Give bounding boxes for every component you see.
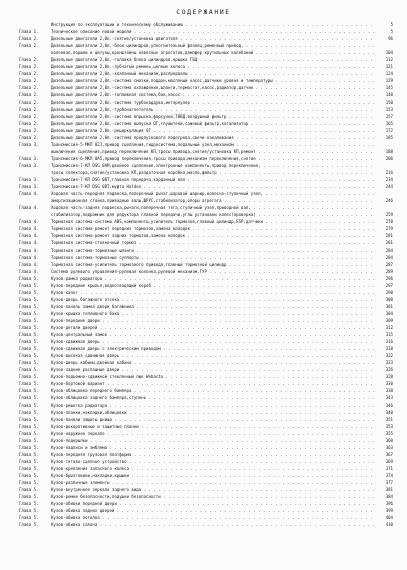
- toc-entry: [19, 134, 393, 141]
- toc-entry: [19, 472, 393, 479]
- chapter-label: Глава 5.: [19, 522, 39, 528]
- chapter-label: Глава 5.: [19, 353, 39, 359]
- entry-title: тросы селектора,снятие/установка КП,раздаточная коробка,масло,фильтр . . .: [51, 169, 375, 176]
- chapter-label: Глава 2.: [19, 99, 39, 105]
- chapter-label: Глава 5.: [19, 515, 39, 521]
- page-number: 338: [385, 388, 393, 394]
- chapter-label: Глава 2.: [19, 127, 39, 133]
- chapter-label: Глава 4.: [19, 247, 39, 253]
- toc-entry: [19, 338, 393, 345]
- entry-title: Тормозная система-стояночный тормоз . . .: [51, 239, 375, 246]
- page-number: 270: [385, 219, 393, 225]
- entry-title: Тормозная система-ремонт передних тормозов,замена колодок . . .: [51, 225, 375, 232]
- chapter-label: Глава 5.: [19, 416, 39, 422]
- entry-title: Кузов-обивки передней двери . . .: [51, 500, 375, 507]
- toc-entry: [19, 84, 393, 91]
- chapter-label: Глава 3.: [19, 162, 39, 168]
- page-number: 246: [385, 198, 393, 204]
- entry-title: Кузов-надписи и эмблема . . .: [51, 444, 375, 451]
- toc-entry: [19, 261, 393, 268]
- chapter-label: Глава 5.: [19, 360, 39, 366]
- entry-title: Кузов-дверь кабины,двойная кабина . . .: [51, 359, 375, 366]
- chapter-label: Глава 3.: [19, 141, 39, 147]
- toc-entry: [19, 352, 393, 359]
- entry-title: Дизельные двигатели 2,0л.-топливная система,бак,насос . . .: [51, 91, 375, 98]
- page-number: 351: [385, 416, 393, 422]
- chapter-label: Глава 4.: [19, 233, 39, 239]
- entry-title: Кузов-подъемно-сдвижной стеклянный люк Webasto . . .: [51, 373, 375, 380]
- chapter-label: Глава 5.: [19, 487, 39, 493]
- chapter-label: Глава 4.: [19, 191, 39, 197]
- toc-entry: [19, 359, 393, 366]
- chapter-label: Глава 2.: [19, 64, 39, 70]
- chapter-label: Глава 5.: [19, 451, 39, 457]
- page-number: 121: [385, 64, 393, 70]
- page-number: 410: [385, 522, 393, 528]
- chapter-label: Глава 5.: [19, 303, 39, 309]
- entry-title: Кузов-передние двери . . .: [51, 317, 375, 324]
- page-number: 369: [385, 458, 393, 464]
- page-number: 355: [385, 430, 393, 436]
- chapter-label: Глава 5.: [19, 317, 39, 323]
- page-number: 396: [385, 501, 393, 507]
- page-number: 5: [390, 22, 393, 27]
- page-number: 244: [385, 184, 393, 190]
- chapter-label: Глава 2.: [19, 120, 39, 126]
- entry-title: Кузов-сдвижная дверь с электрическим приводом . . .: [51, 345, 375, 352]
- page-number: 399: [385, 508, 393, 514]
- entry-title: Дизельные двигатели 2,0л.-система охлаждения,шланги,термостат,насос,радиатор,датчик . . .: [51, 84, 375, 91]
- page-number: 289: [385, 268, 393, 274]
- entry-title: Кузов-решетка радиатора . . .: [51, 402, 375, 409]
- page-number: 124: [385, 71, 393, 77]
- entry-title: коленвал,поршни и шатуны,кронштейны навесных агрегатов,демпфер крутильных колебаний . . .: [51, 49, 375, 56]
- toc-entry: [19, 409, 393, 416]
- toc-entry: [19, 451, 393, 458]
- chapter-label: Глава 2.: [19, 106, 39, 112]
- chapter-label: Глава 4.: [19, 219, 39, 225]
- entry-title: Ходовая часть-передняя подвеска,поперечный рычаг,шаровой шарнир,колесно-ступичный узел, . . .: [51, 190, 375, 197]
- entry-title: Кузов-декоративные и защитные планки . . .: [51, 423, 375, 430]
- toc-entry: [19, 423, 393, 430]
- page-number: 346: [385, 402, 393, 408]
- toc-entry: [19, 204, 393, 211]
- entry-title: Трансмиссия-5-МКП 02J,привод сцепления,гидросистема,педальный узел,механизм . . .: [51, 141, 375, 148]
- toc-entry: [19, 514, 393, 521]
- entry-title: Кузов-капот . . .: [51, 289, 375, 296]
- entry-title: Дизельные двигатели 2,0л.-турбонагнетатель . . .: [51, 106, 375, 113]
- entry-title: Дизельные двигатели 2,0л.-блок цилиндров,уплотнительный фланец,ременный привод, . . .: [51, 42, 375, 49]
- page-number: 157: [385, 113, 393, 119]
- entry-title: Трансмиссия-7-КП DSG 0BT,муфта Haldex . . .: [51, 183, 375, 190]
- page-number: 298: [385, 289, 393, 295]
- page-number: 185: [385, 134, 393, 140]
- toc-entry: [19, 486, 393, 493]
- toc-entry: [19, 479, 393, 486]
- toc-entry: [19, 113, 393, 120]
- toc-entry: [19, 247, 393, 254]
- chapter-label: Глава 2.: [19, 134, 39, 140]
- toc-entry: [19, 148, 393, 155]
- toc-entry: [19, 106, 393, 113]
- toc-entry: [19, 380, 393, 387]
- entry-title: Кузов-центральный замок . . .: [51, 331, 375, 338]
- entry-title: Кузов-облицовка переднего бампера . . .: [51, 387, 375, 394]
- entry-title: Дизельные двигатели 2,0л.-зубчатый ремень,цепные колеса . . .: [51, 63, 375, 70]
- entry-title: Техническое описание новой модели . . .: [51, 28, 375, 35]
- entry-title: Трансмиссия-7-КП DSG 0AM,двойное сцепление,электронные компоненты,привод переключения, . . .: [51, 162, 375, 169]
- page-number: 150: [385, 99, 393, 105]
- toc-entry: [19, 99, 393, 106]
- entry-title: Дизельные двигатели 2,0л.-система впрыска,форсунки,ТНВД,воздушный фильтр . . .: [51, 113, 375, 120]
- toc-entry: [19, 239, 393, 246]
- chapter-label: Глава 1.: [19, 29, 39, 35]
- entry-title: Система рулевого управления-рулевая колонка,рулевой механизм,ГУР . . .: [51, 268, 375, 275]
- page-number: 287: [385, 261, 393, 267]
- toc-entry: [19, 521, 393, 528]
- chapter-label: Глава 5.: [19, 409, 39, 415]
- chapter-label: Глава 3.: [19, 184, 39, 190]
- table-of-contents: [19, 21, 393, 528]
- chapter-label: Глава 5.: [19, 402, 39, 408]
- chapter-label: Глава 5.: [19, 339, 39, 345]
- chapter-label: Глава 4.: [19, 261, 39, 267]
- page-number: 316: [385, 339, 393, 345]
- page-number: 279: [385, 226, 393, 232]
- toc-entry: [19, 394, 393, 401]
- toc-entry: [19, 275, 393, 282]
- chapter-label: Глава 5.: [19, 374, 39, 380]
- chapter-label: Глава 5.: [19, 289, 39, 295]
- page-number: 281: [385, 233, 393, 239]
- entry-title: Дизельные двигатели 2,0л.-снятие/установка двигателя . . .: [51, 35, 375, 42]
- page-number: 112: [385, 57, 393, 63]
- toc-entry: [19, 324, 393, 331]
- toc-entry: [19, 465, 393, 472]
- chapter-label: Глава 3.: [19, 177, 39, 183]
- toc-entry: [19, 507, 393, 514]
- toc-entry: [19, 317, 393, 324]
- entry-title: Кузов-обивка потолка . . .: [51, 514, 375, 521]
- page-number: 148: [385, 92, 393, 98]
- toc-entry: [19, 254, 393, 261]
- entry-title: Кузов-ремни безопасности,подушки безопасности . . .: [51, 493, 375, 500]
- page-number: 381: [385, 487, 393, 493]
- entry-title: Дизельные двигатели 2,0л.-система турбонаддува,интеркулер . . .: [51, 99, 375, 106]
- chapter-label: Глава 5.: [19, 332, 39, 338]
- toc-entry: [19, 366, 393, 373]
- entry-title: Дизельные двигатели 2,0л.-система смазки,поддон,масляный насос,датчики уровня и температуры . . .: [51, 77, 375, 84]
- toc-entry: [19, 282, 393, 289]
- page-number: 377: [385, 480, 393, 486]
- page-number: 374: [385, 473, 393, 478]
- entry-title: Кузов-крышка топливного бака . . .: [51, 310, 375, 317]
- chapter-label: Глава 5.: [19, 473, 39, 478]
- entry-title: Кузов-бортовой вариант . . .: [51, 380, 375, 387]
- chapter-label: Глава 2.: [19, 78, 39, 84]
- page-number: 322: [385, 353, 393, 359]
- toc-entry: [19, 444, 393, 451]
- toc-entry: [19, 63, 393, 70]
- chapter-label: Глава 5.: [19, 296, 39, 302]
- entry-title: выключения сцепления,привод переключения КП,тросы привода,снятие/установка КП,ремонт . . .: [51, 148, 375, 155]
- chapter-label: Глава 2.: [19, 36, 39, 42]
- toc-entry: [19, 56, 393, 63]
- entry-title: амортизационная стойка,приводные валы,ШРУС,стабилизатор,опоры агрегата . . .: [51, 197, 375, 204]
- toc-entry: [19, 120, 393, 127]
- page-number: 404: [385, 515, 393, 521]
- chapter-label: Глава 5.: [19, 480, 39, 486]
- chapter-label: Глава 5.: [19, 381, 39, 387]
- page-number: 284: [385, 247, 393, 253]
- toc-entry: [19, 402, 393, 409]
- entry-title: Тормозная система-тормозные суппорты . . .: [51, 254, 375, 261]
- chapter-label: Глава 5.: [19, 367, 39, 373]
- page-number: 300: [385, 296, 393, 302]
- chapter-label: Глава 5.: [19, 325, 39, 331]
- entry-title: Дизельные двигатели 2,0л.-головка блока цилиндров,крышка ГБЦ . . .: [51, 56, 375, 63]
- toc-entry: [19, 331, 393, 338]
- page-number: 367: [385, 451, 393, 457]
- toc-entry: [19, 70, 393, 77]
- chapter-label: Глава 5.: [19, 437, 39, 443]
- toc-entry: [19, 268, 393, 275]
- toc-entry: [19, 127, 393, 134]
- toc-entry: [19, 232, 393, 239]
- toc-entry: [19, 296, 393, 303]
- toc-entry: [19, 162, 393, 169]
- chapter-label: Глава 2.: [19, 71, 39, 77]
- entry-title: Ходовая часть-задняя подвеска,рычаги,поперечная тяга,ступичный узел,приводной вал, . . .: [51, 204, 375, 211]
- chapter-label: Глава 4.: [19, 205, 39, 211]
- chapter-label: Глава 5.: [19, 465, 39, 471]
- entry-title: Тормозная система-система ABS,компоненты,усилитель тормозов,главный цилиндр,ESP,датчики . . .: [51, 218, 375, 225]
- entry-title: Кузов-обивка задних дверей . . .: [51, 507, 375, 514]
- toc-entry: [19, 141, 393, 148]
- page-number: 281: [385, 240, 393, 246]
- page-number: 330: [385, 381, 393, 387]
- entry-title: Кузов-обивка салона . . .: [51, 521, 375, 528]
- page-number: 363: [385, 444, 393, 450]
- chapter-label: Глава 2.: [19, 92, 39, 98]
- entry-title: Трансмиссия-6-МКП 0A5,привод переключения,тросы привода,механизм переключения,снятие . . .: [51, 155, 375, 162]
- entry-title: Кузов-рамка радиатора . . .: [51, 275, 375, 282]
- entry-title: Кузов-передние крылья,водоотводящий короб . . .: [51, 282, 375, 289]
- toc-entry: [19, 176, 393, 183]
- toc-entry: [19, 416, 393, 423]
- toc-entry: [19, 169, 393, 176]
- page-number: 304: [385, 310, 393, 316]
- toc-entry: [19, 218, 393, 225]
- page-number: 371: [385, 465, 393, 471]
- page-number: 348: [385, 409, 393, 415]
- page-number: 5: [390, 29, 393, 35]
- toc-entry: [19, 310, 393, 317]
- entry-title: Кузов-сдвижная дверь . . .: [51, 338, 375, 345]
- chapter-label: Глава 5.: [19, 310, 39, 316]
- entry-title: Кузов-различные элементы . . .: [51, 479, 375, 486]
- chapter-label: Глава 5.: [19, 282, 39, 288]
- toc-entry: [19, 91, 393, 98]
- chapter-label: Глава 5.: [19, 423, 39, 429]
- entry-title: Кузов-передняя грузовая платформа . . .: [51, 451, 375, 458]
- toc-entry: [19, 225, 393, 232]
- toc-entry: [19, 155, 393, 162]
- toc-entry: [19, 21, 393, 28]
- page-number: 172: [385, 127, 393, 133]
- entry-title: Кузов-высокая сдвижная дверь . . .: [51, 352, 375, 359]
- entry-title: стабилизатор,подрамник для редуктора главной передачи,углы установки колес(проверка) . . .: [51, 211, 375, 218]
- page-number: 315: [385, 332, 393, 338]
- page-number: 297: [385, 282, 393, 288]
- page-number: 343: [385, 395, 393, 401]
- chapter-label: Глава 2.: [19, 85, 39, 91]
- page-number: 296: [385, 275, 393, 281]
- page-number: 323: [385, 360, 393, 366]
- toc-entry: [19, 183, 393, 190]
- entry-title: Дизельные двигатели 2,0л.-рециркуляция ОГ . . .: [51, 127, 375, 134]
- entry-title: Кузов-брызговики,накладки,крышки . . .: [51, 472, 375, 479]
- page-number: 384: [385, 494, 393, 500]
- toc-entry: [19, 289, 393, 296]
- toc-entry: [19, 387, 393, 394]
- toc-entry: [19, 197, 393, 204]
- entry-title: Дизельные двигатели 2,0л.-система предпускового подогрева,свечи накаливания . . .: [51, 134, 375, 141]
- toc-entry: [19, 49, 393, 56]
- page-number: 234: [385, 177, 393, 183]
- chapter-label: Глава 4.: [19, 268, 39, 274]
- toc-entry: [19, 345, 393, 352]
- page-number: 96: [388, 36, 393, 42]
- toc-entry: [19, 458, 393, 465]
- page-number: 309: [385, 317, 393, 323]
- page-number: 318: [385, 346, 393, 352]
- page-number: 216: [385, 169, 393, 175]
- chapter-label: Глава 5.: [19, 395, 39, 401]
- page-number: 259: [385, 212, 393, 218]
- page-number: 326: [385, 367, 393, 373]
- entry-title: Дизельные двигатели 2,0л.-система выпуска ОГ,глушители,сажевый фильтр,катализатор . . .: [51, 120, 375, 127]
- entry-title: Кузов-задние распашные двери . . .: [51, 366, 375, 373]
- page-number: 153: [385, 106, 393, 112]
- chapter-label: Глава 2.: [19, 57, 39, 63]
- chapter-label: Глава 5.: [19, 388, 39, 394]
- chapter-label: Глава 5.: [19, 494, 39, 500]
- toc-entry: [19, 303, 393, 310]
- toc-entry: [19, 190, 393, 197]
- entry-title: Кузов-подкрылки . . .: [51, 437, 375, 444]
- toc-entry: [19, 28, 393, 35]
- toc-entry: [19, 77, 393, 84]
- page-number: 145: [385, 85, 393, 91]
- toc-entry: [19, 42, 393, 49]
- chapter-label: Глава 5.: [19, 430, 39, 436]
- toc-entry: [19, 430, 393, 437]
- chapter-label: Глава 3.: [19, 155, 39, 161]
- toc-entry: [19, 373, 393, 380]
- entry-title: Тормозная система-тормозные шланги . . .: [51, 247, 375, 254]
- toc-entry: [19, 35, 393, 42]
- entry-title: Кузов-детали дверей . . .: [51, 324, 375, 331]
- chapter-label: Глава 2.: [19, 113, 39, 119]
- page-number: 129: [385, 78, 393, 84]
- entry-title: Дизельные двигатели 2,0л.-клапанный механизм,распредвалы . . .: [51, 70, 375, 77]
- chapter-label: Глава 4.: [19, 226, 39, 232]
- page-number: 284: [385, 254, 393, 260]
- chapter-label: Глава 5.: [19, 501, 39, 507]
- chapter-label: Глава 5.: [19, 508, 39, 514]
- chapter-label: Глава 5.: [19, 275, 39, 281]
- toc-entry: [19, 211, 393, 218]
- chapter-label: Глава 5.: [19, 444, 39, 450]
- page-number: 353: [385, 423, 393, 429]
- chapter-label: Глава 2.: [19, 43, 39, 49]
- page-title: СОДЕРЖАНИЕ: [176, 8, 231, 16]
- entry-title: Кузов-наружное зеркало . . .: [51, 430, 375, 437]
- entry-title: Кузов-панель замка двери багажника . . .: [51, 303, 375, 310]
- page-number: 206: [385, 155, 393, 161]
- entry-title: Кузов-облицовка заднего бампера,ступень . . .: [51, 394, 375, 401]
- page-number: 104: [385, 50, 393, 56]
- chapter-label: Глава 4.: [19, 240, 39, 246]
- page-number: 165: [385, 120, 393, 126]
- entry-title: Кузов-внутреннее зеркало заднего вида . . .: [51, 486, 375, 493]
- entry-title: Кузов-дверь багажного отсека . . .: [51, 296, 375, 303]
- chapter-label: Глава 5.: [19, 346, 39, 352]
- toc-entry: [19, 500, 393, 507]
- entry-title: Кузов-крепления запасного колеса . . .: [51, 465, 375, 472]
- chapter-label: Глава 4.: [19, 254, 39, 260]
- entry-title: Тормозная система-усилитель тормозного привода,главный тормозной цилиндр . . .: [51, 261, 375, 268]
- entry-title: Трансмиссия-7-КП DSG 0BT,главная передача,карданный вал . . .: [51, 176, 375, 183]
- chapter-label: Глава 5.: [19, 458, 39, 464]
- entry-title: Тормозная система-ремонт задних тормозов,замена колодок . . .: [51, 232, 375, 239]
- page-number: 328: [385, 374, 393, 380]
- toc-entry: [19, 437, 393, 444]
- entry-title: Кузов-тягово-сцепное устройство . . .: [51, 458, 375, 465]
- page-number: 188: [385, 148, 393, 154]
- page-number: 360: [385, 437, 393, 443]
- entry-title: Кузов-планки,накладки,облицовки . . .: [51, 409, 375, 416]
- toc-entry: [19, 493, 393, 500]
- page-number: 301: [385, 303, 393, 309]
- entry-title: Инструкция по эксплуатации и техническому обслуживанию . . .: [51, 21, 375, 28]
- entry-title: Кузов-панели защиты днища . . .: [51, 416, 375, 423]
- page-number: 312: [385, 325, 393, 331]
